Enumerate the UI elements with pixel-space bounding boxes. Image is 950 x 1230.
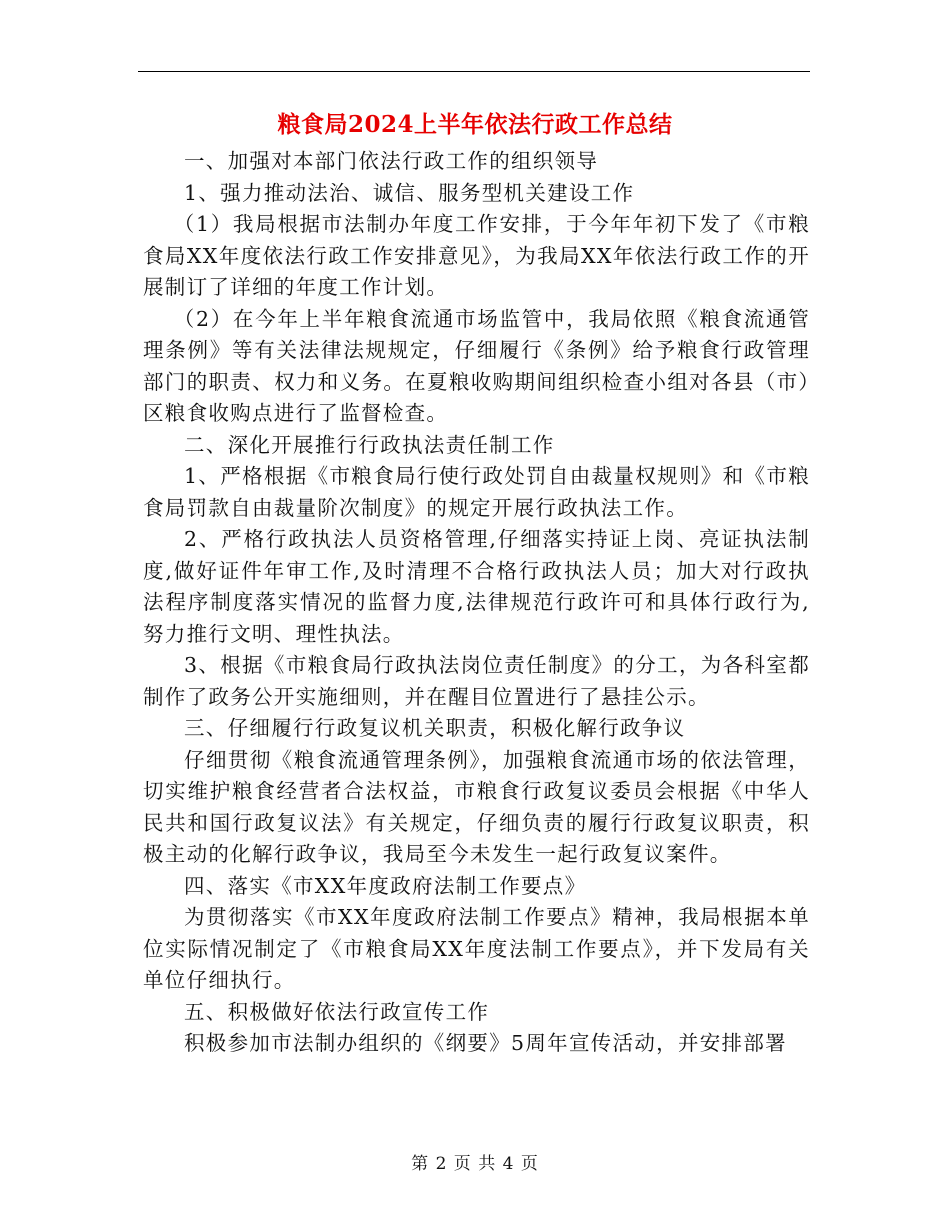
document-title: 粮食局2024上半年依法行政工作总结 bbox=[277, 111, 673, 138]
section-heading-1: 一、加强对本部门依法行政工作的组织领导 bbox=[184, 149, 599, 173]
header-rule bbox=[138, 71, 810, 72]
section-heading-5: 五、积极做好依法行政宣传工作 bbox=[184, 999, 490, 1024]
paragraph-5-1: 积极参加市法制办组织的《纲要》5周年宣传活动，并安排部署 bbox=[184, 1031, 787, 1055]
section-heading-4: 四、落实《市XX年度政府法制工作要点》 bbox=[184, 873, 587, 898]
paragraph-3-1: 仔细贯彻《粮食流通管理条例》，加强粮食流通市场的依法管理，切实维护粮食经营者合法权益，市粮食行政复议委员会根据《中华人民共和国行政复议法》有关规定，仔细负责的履行行政复议职责，积极主动的化解行政争议，我局至今未发生一起行政复议案件。 bbox=[143, 747, 810, 866]
paragraph-1-1-1: （1）我局根据市法制办年度工作安排，于今年年初下发了《市粮食局XX年度依法行政工作安排意见》，为我局XX年依法行政工作的开展制订了详细的年度工作计划。 bbox=[143, 212, 810, 299]
section-heading-3: 三、仔细履行行政复议机关职责，积极化解行政争议 bbox=[184, 716, 686, 740]
paragraph-2-2: 2、严格行政执法人员资格管理,仔细落实持证上岗、亮证执法制度,做好证件年审工作,及时清理不合格行政执法人员；加大对行政执法程序制度落实情况的监督力度,法律规范行政许可和具体行政行为,努力推行文明、理性执法。 bbox=[143, 527, 810, 646]
document-body bbox=[143, 146, 810, 1060]
paragraph-2-3: 3、根据《市粮食局行政执法岗位责任制度》的分工，为各科室都制作了政务公开实施细则，并在醒目位置进行了悬挂公示。 bbox=[143, 653, 810, 709]
subsection-heading-1-1: 1、强力推动法治、诚信、服务型机关建设工作 bbox=[184, 180, 635, 205]
paragraph-4-1: 为贯彻落实《市XX年度政府法制工作要点》精神，我局根据本单位实际情况制定了《市粮食局XX年度法制工作要点》，并下发局有关单位仔细执行。 bbox=[143, 905, 810, 992]
section-heading-2: 二、深化开展推行行政执法责任制工作 bbox=[184, 432, 555, 457]
paragraph-1-1-2: （2）在今年上半年粮食流通市场监管中，我局依照《粮食流通管理条例》等有关法律法规规定，仔细履行《条例》给予粮食行政管理部门的职责、权力和义务。在夏粮收购期间组织检查小组对各县（市）区粮食收购点进行了监督检查。 bbox=[143, 306, 810, 425]
page-number-footer: 第 2 页 共 4 页 bbox=[411, 1154, 539, 1174]
paragraph-2-1: 1、严格根据《市粮食局行使行政处罚自由裁量权规则》和《市粮食局罚款自由裁量阶次制度》的规定开展行政执法工作。 bbox=[143, 464, 810, 520]
